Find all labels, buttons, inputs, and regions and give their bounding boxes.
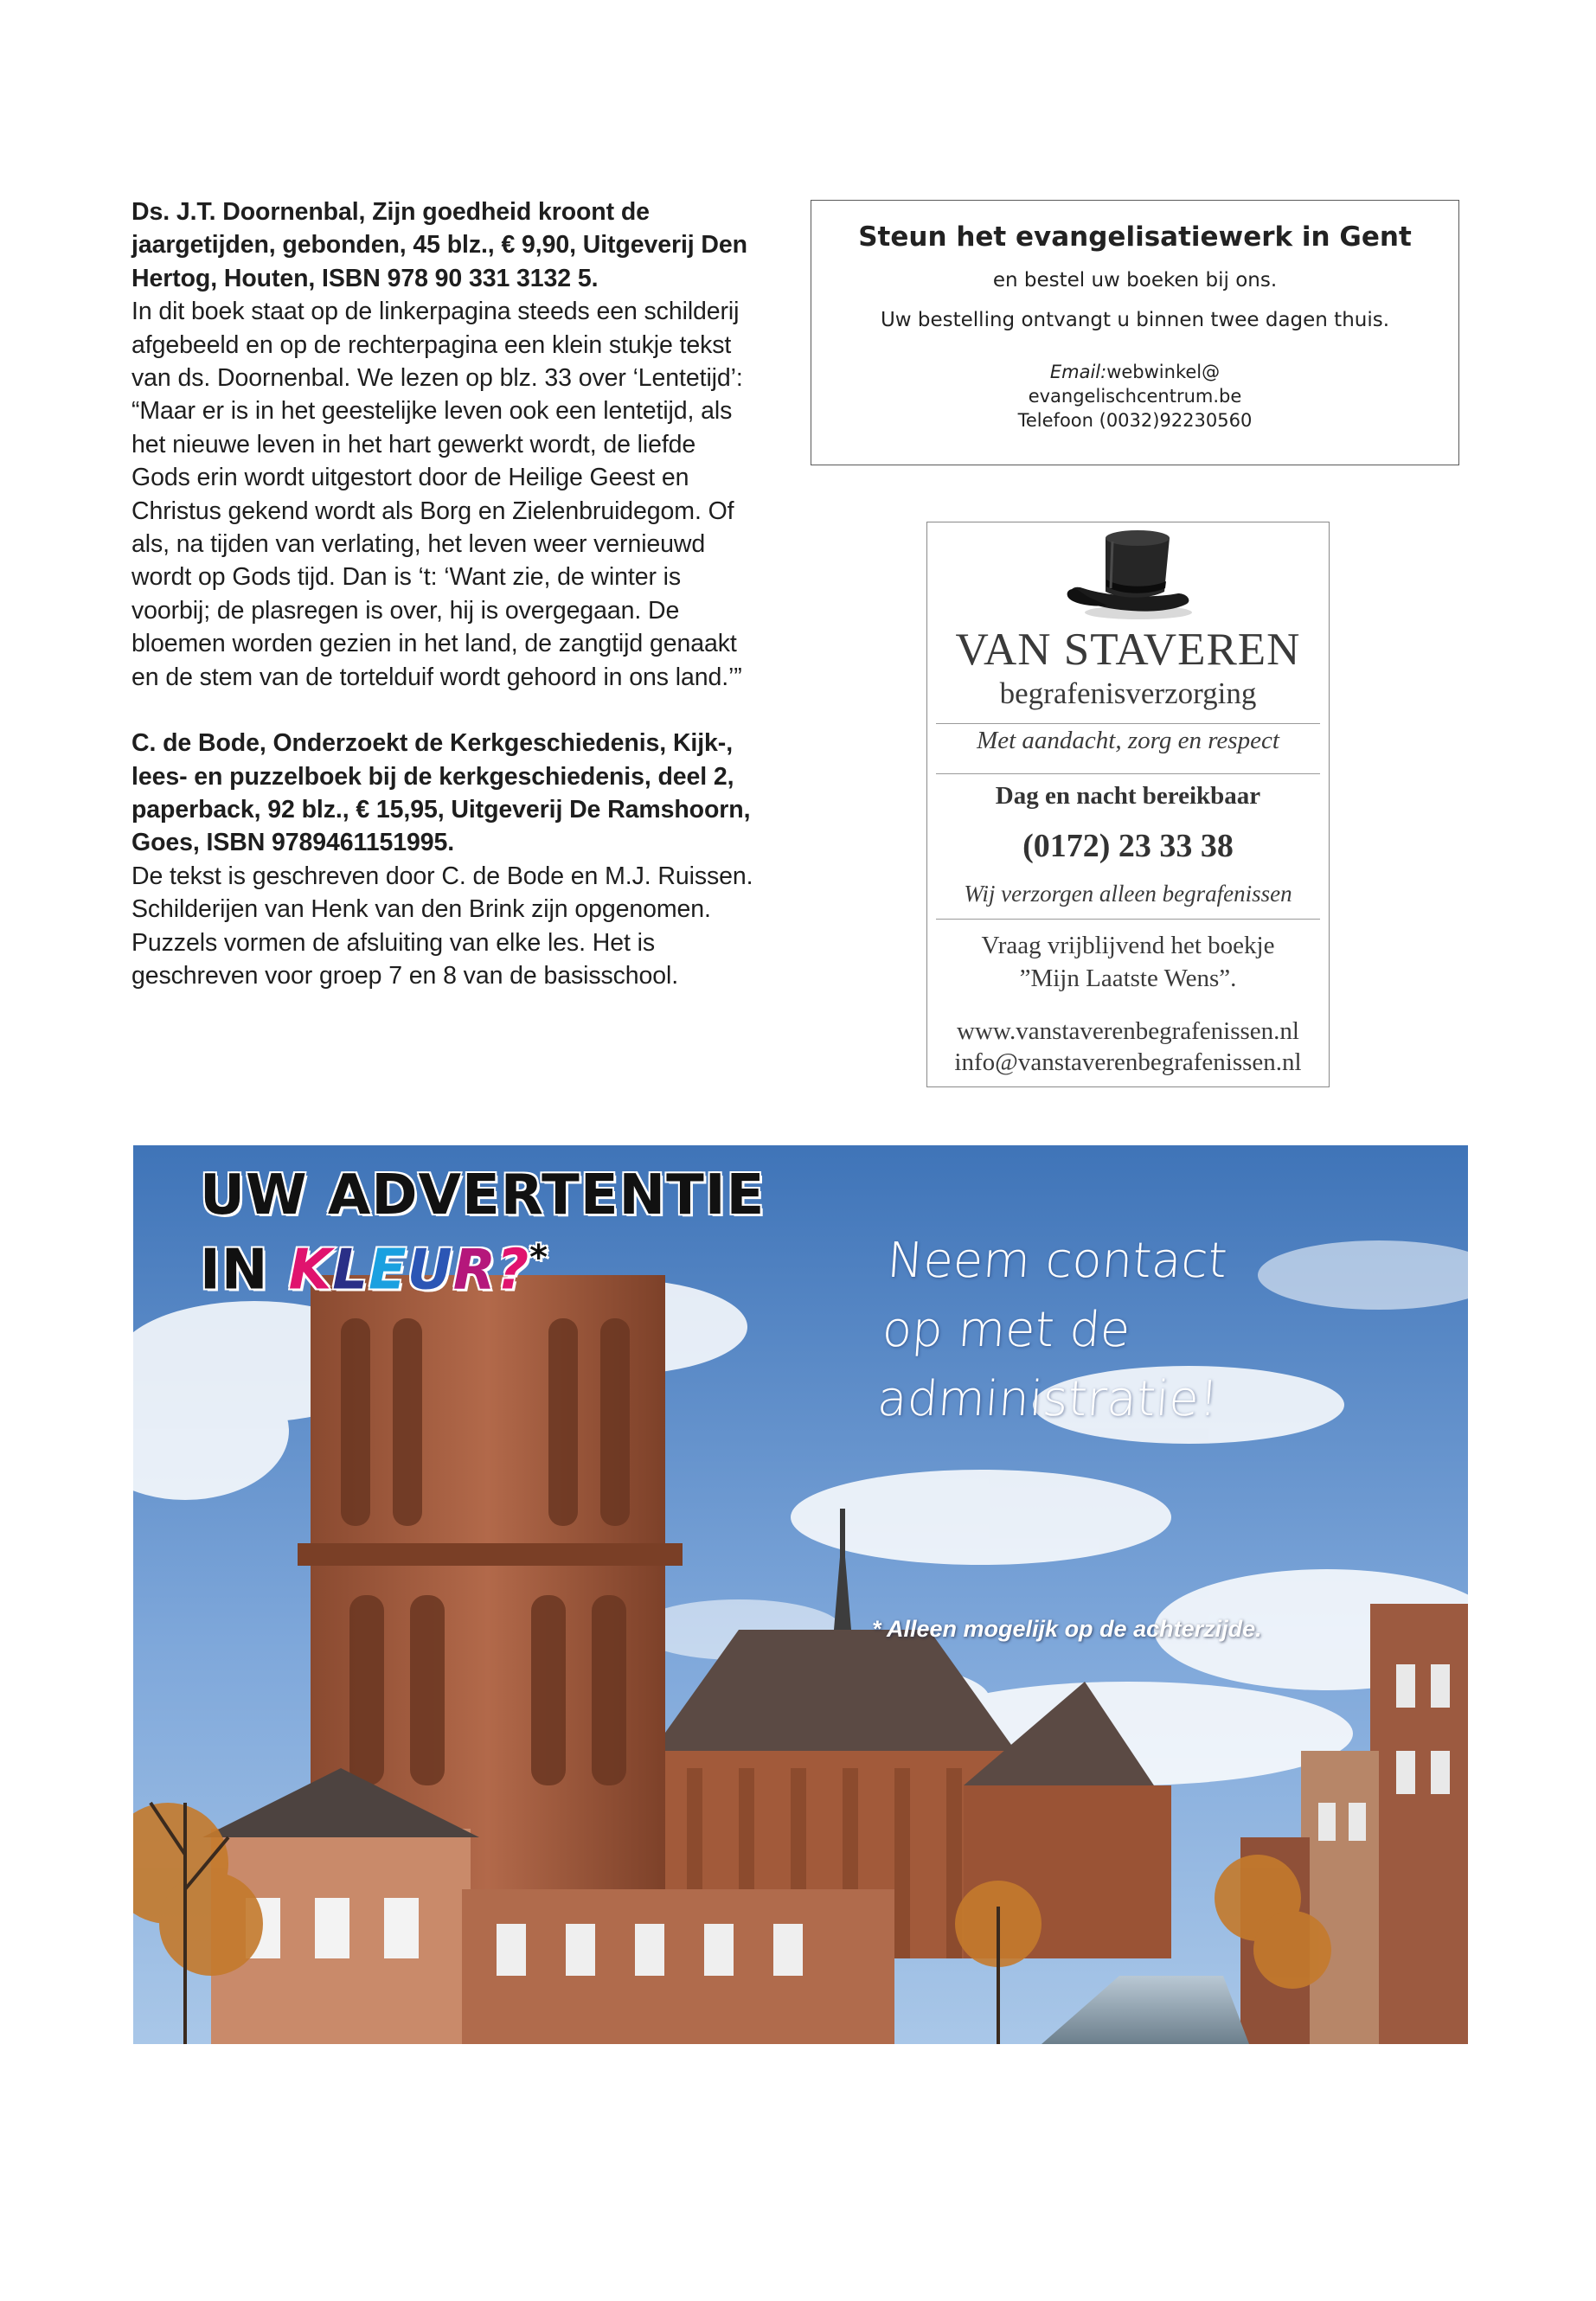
- kleur-letter: L: [332, 1238, 369, 1303]
- booklet-line2: ”Mijn Laatste Wens”.: [1019, 965, 1237, 992]
- gent-ad-line2: Uw bestelling ontvangt u binnen twee dagen thuis.: [880, 309, 1390, 331]
- gent-ad-contact: [811, 360, 1458, 433]
- kleur-letter: R: [452, 1238, 497, 1303]
- colour-advert-banner: [133, 1145, 1468, 2044]
- van-staveren-only: Wij verzorgen alleen begrafenissen: [964, 881, 1292, 907]
- colour-ad-title: [200, 1164, 765, 1301]
- gent-ad-title: Steun het evangelisatiewerk in Gent: [858, 221, 1412, 253]
- contact-admin-text: [875, 1227, 1305, 1434]
- contact-line3: administratie!: [875, 1371, 1221, 1427]
- review-doornenbal: [131, 195, 759, 694]
- van-staveren-tagline: Met aandacht, zorg en respect: [977, 727, 1279, 754]
- top-hat-icon: [1057, 528, 1202, 623]
- review-heading: Ds. J.T. Doornenbal, Zijn goedheid kroont de jaargetijden, gebonden, 45 blz., € 9,90, Uitgeverij Den Hertog, Houten, ISBN 978 90 331 3132 5.: [131, 198, 747, 292]
- review-de-bode: [131, 727, 759, 992]
- gent-ad-email-domain[interactable]: evangelischcentrum.be: [1028, 386, 1242, 407]
- email-user: webwinkel@: [1106, 362, 1221, 382]
- van-staveren-name: VAN STAVEREN: [955, 625, 1301, 675]
- back-page-note: * Alleen mogelijk op de achterzijde.: [872, 1616, 1262, 1642]
- van-staveren-availability: Dag en nacht bereikbaar: [995, 782, 1261, 810]
- van-staveren-ad: [926, 522, 1330, 1087]
- book-reviews: [131, 195, 759, 992]
- review-body: In dit boek staat op de linkerpagina steeds een schilderij afgebeeld en op de rechterpagina een klein stukje tekst van ds. Doornenbal. We lezen op blz. 33 over ‘Lentetijd’: “Maar er is in het geestelijke leven ook een lentetijd, als het nieuwe leven in het hart gewerkt wordt, de liefde Gods erin wordt uitgestort door de Heilige Geest en Christus gekend wordt als Borg en Zielenbruidegom. Of als, na tijden van verlating, het leven weer vernieuwd wordt op Gods tijd. Dan is ‘t: ‘Want zie, de winter is voorbij; de plasregen is over, hij is overgegaan. De bloemen worden gezien in het land, de zangtijd genaakt en de stem van de tortelduif wordt gehoord in ons land.’”: [131, 298, 743, 691]
- email-label: Email:: [1049, 362, 1107, 382]
- contact-line2: op met de: [880, 1302, 1132, 1358]
- kleur-word: [289, 1238, 529, 1302]
- asterisk: *: [529, 1238, 549, 1278]
- question-mark: ?: [497, 1238, 530, 1303]
- colour-ad-title-line2: [200, 1227, 765, 1301]
- van-staveren-website[interactable]: www.vanstaverenbegrafenissen.nl: [957, 1017, 1299, 1045]
- gent-ad-email[interactable]: [811, 360, 1458, 384]
- van-staveren-phone: (0172) 23 33 38: [1022, 828, 1234, 864]
- kleur-letter: U: [407, 1238, 453, 1303]
- title-in: IN: [200, 1238, 289, 1303]
- booklet-line1: Vraag vrijblijvend het boekje: [981, 932, 1275, 959]
- divider: [936, 723, 1320, 724]
- kleur-letter: K: [288, 1238, 333, 1303]
- gent-bookshop-ad: [811, 200, 1459, 465]
- gent-ad-phone: Telefoon (0032)92230560: [1017, 410, 1253, 431]
- review-body: De tekst is geschreven door C. de Bode en M.J. Ruissen. Schilderijen van Henk van den Brink zijn opgenomen. Puzzels vormen de afsluiting van elke les. Het is geschreven voor groep 7 en 8 van de basisschool.: [131, 862, 753, 990]
- contact-line1: Neem contact: [885, 1233, 1229, 1289]
- van-staveren-subtitle: begrafenisverzorging: [999, 676, 1257, 710]
- gent-ad-line1: en bestel uw boeken bij ons.: [992, 269, 1278, 292]
- divider: [936, 773, 1320, 774]
- kleur-letter: E: [369, 1238, 407, 1303]
- divider: [936, 919, 1320, 920]
- van-staveren-email[interactable]: info@vanstaverenbegrafenissen.nl: [954, 1048, 1302, 1076]
- van-staveren-booklet: [927, 929, 1329, 995]
- colour-ad-title-line1: UW ADVERTENTIE: [200, 1163, 766, 1227]
- review-heading: C. de Bode, Onderzoekt de Kerkgeschiedenis, Kijk-, lees- en puzzelboek bij de kerkgeschiedenis, deel 2, paperback, 92 blz., € 15,95, Uitgeverij De Ramshoorn, Goes, ISBN 9789461151995.: [131, 729, 751, 857]
- van-staveren-links: [927, 1016, 1329, 1078]
